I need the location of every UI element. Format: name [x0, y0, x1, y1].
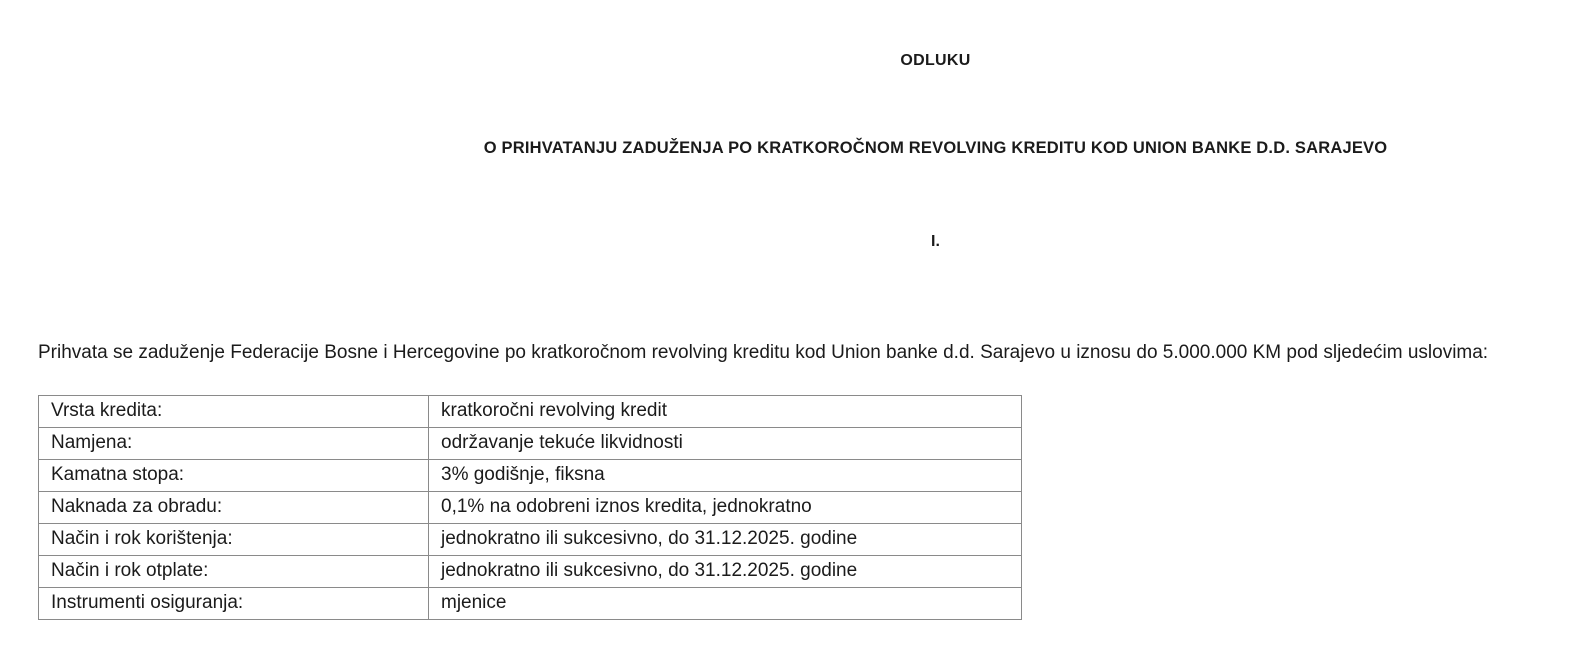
- term-label: Kamatna stopa:: [39, 460, 429, 492]
- term-value: održavanje tekuće likvidnosti: [429, 428, 1022, 460]
- term-value: kratkoročni revolving kredit: [429, 396, 1022, 428]
- term-value: mjenice: [429, 588, 1022, 620]
- table-row: [39, 524, 1022, 556]
- term-value: jednokratno ili sukcesivno, do 31.12.2025. godine: [429, 556, 1022, 588]
- term-label: Način i rok korištenja:: [39, 524, 429, 556]
- term-label: Način i rok otplate:: [39, 556, 429, 588]
- term-label: Instrumenti osiguranja:: [39, 588, 429, 620]
- table-row: [39, 556, 1022, 588]
- term-value: 0,1% na odobreni iznos kredita, jednokratno: [429, 492, 1022, 524]
- loan-terms-table-body: [39, 396, 1022, 620]
- table-row: [39, 460, 1022, 492]
- document-subtitle: O PRIHVATANJU ZADUŽENJA PO KRATKOROČNOM REVOLVING KREDITU KOD UNION BANKE D.D. SARAJEVO: [483, 139, 1388, 157]
- section-marker: I.: [931, 233, 940, 250]
- term-value: jednokratno ili sukcesivno, do 31.12.2025. godine: [429, 524, 1022, 556]
- term-label: Naknada za obradu:: [39, 492, 429, 524]
- heading-zone: [276, 0, 1595, 251]
- intro-paragraph: Prihvata se zaduženje Federacije Bosne i Hercegovine po kratkoročnom revolving kreditu kod Union banke d.d. Sarajevo u iznosu do 5.000.000 KM pod sljedećim uslovima:: [38, 342, 1489, 363]
- table-row: [39, 396, 1022, 428]
- loan-terms-table: [38, 395, 1022, 620]
- term-value: 3% godišnje, fiksna: [429, 460, 1022, 492]
- table-row: [39, 428, 1022, 460]
- table-row: [39, 492, 1022, 524]
- table-row: [39, 588, 1022, 620]
- document-title: ODLUKU: [900, 52, 971, 69]
- term-label: Vrsta kredita:: [39, 396, 429, 428]
- term-label: Namjena:: [39, 428, 429, 460]
